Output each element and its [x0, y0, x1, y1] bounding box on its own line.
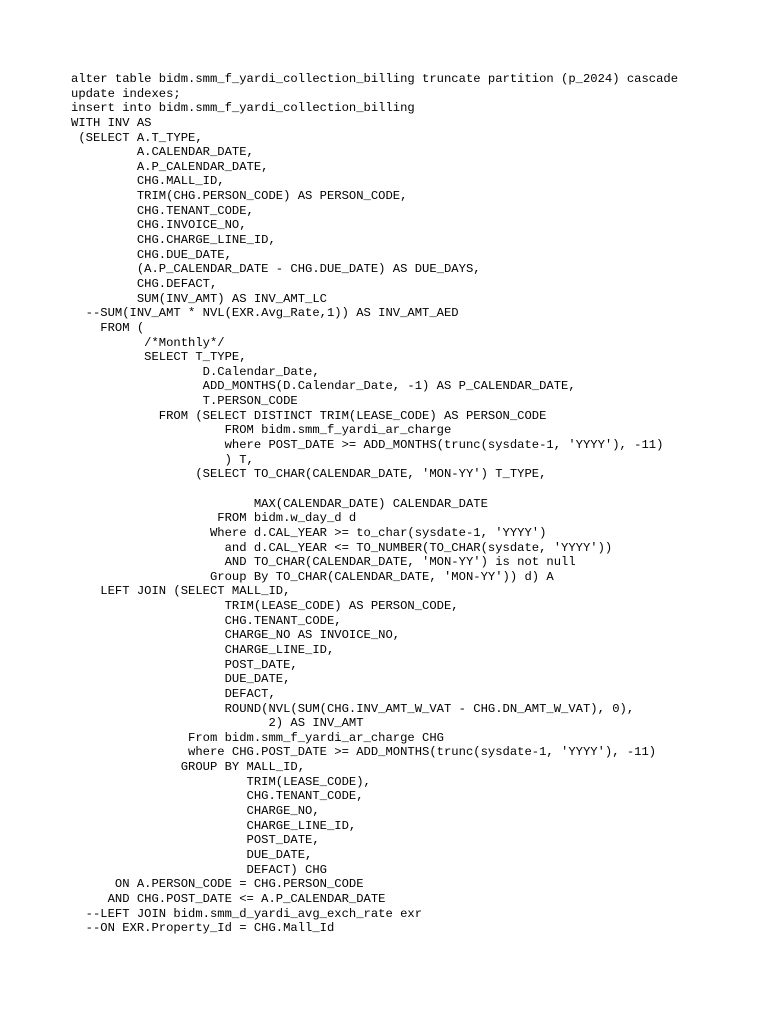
- code-line: --ON EXR.Property_Id = CHG.Mall_Id: [71, 921, 335, 936]
- code-line: MAX(CALENDAR_DATE) CALENDAR_DATE: [71, 496, 488, 511]
- code-line: Group By TO_CHAR(CALENDAR_DATE, 'MON-YY')) d) A: [71, 569, 554, 584]
- code-line: (SELECT TO_CHAR(CALENDAR_DATE, 'MON-YY') T_TYPE,: [71, 467, 547, 482]
- sql-code-block: [71, 72, 751, 936]
- code-line: A.CALENDAR_DATE,: [71, 145, 254, 160]
- code-line: GROUP BY MALL_ID,: [71, 760, 306, 775]
- code-line: FROM (: [71, 320, 145, 335]
- code-line: DEFACT) CHG: [71, 862, 327, 877]
- code-line: CHG.TENANT_CODE,: [71, 203, 254, 218]
- code-line: CHG.DEFACT,: [71, 276, 218, 291]
- code-line: SELECT T_TYPE,: [71, 350, 247, 365]
- code-line: TRIM(LEASE_CODE) AS PERSON_CODE,: [71, 599, 459, 614]
- code-line: and d.CAL_YEAR <= TO_NUMBER(TO_CHAR(sysdate, 'YYYY')): [71, 540, 613, 555]
- code-line: TRIM(LEASE_CODE),: [71, 774, 371, 789]
- code-line: FROM bidm.w_day_d d: [71, 511, 357, 526]
- code-line: CHG.TENANT_CODE,: [71, 789, 364, 804]
- code-line: AND TO_CHAR(CALENDAR_DATE, 'MON-YY') is not null: [71, 555, 576, 570]
- code-line: CHARGE_NO,: [71, 804, 320, 819]
- code-line: CHG.INVOICE_NO,: [71, 218, 247, 233]
- code-line: CHARGE_LINE_ID,: [71, 642, 335, 657]
- code-line: (SELECT A.T_TYPE,: [71, 130, 203, 145]
- code-line: ON A.PERSON_CODE = CHG.PERSON_CODE: [71, 877, 364, 892]
- code-line: FROM (SELECT DISTINCT TRIM(LEASE_CODE) AS PERSON_CODE: [71, 408, 547, 423]
- code-line: update indexes;: [71, 86, 181, 101]
- code-line: CHARGE_LINE_ID,: [71, 818, 357, 833]
- code-line: DUE_DATE,: [71, 847, 313, 862]
- code-line: POST_DATE,: [71, 833, 320, 848]
- code-line: LEFT JOIN (SELECT MALL_ID,: [71, 584, 291, 599]
- code-line: /*Monthly*/: [71, 335, 225, 350]
- code-line: 2) AS INV_AMT: [71, 716, 364, 731]
- code-line: insert into bidm.smm_f_yardi_collection_billing: [71, 101, 415, 116]
- code-line: DUE_DATE,: [71, 672, 291, 687]
- code-line: ADD_MONTHS(D.Calendar_Date, -1) AS P_CALENDAR_DATE,: [71, 379, 576, 394]
- code-line: CHG.TENANT_CODE,: [71, 613, 342, 628]
- code-line: TRIM(CHG.PERSON_CODE) AS PERSON_CODE,: [71, 189, 408, 204]
- code-line: Where d.CAL_YEAR >= to_char(sysdate-1, 'YYYY'): [71, 525, 547, 540]
- code-line: From bidm.smm_f_yardi_ar_charge CHG: [71, 730, 444, 745]
- code-line: --LEFT JOIN bidm.smm_d_yardi_avg_exch_rate exr: [71, 906, 423, 921]
- code-line: SUM(INV_AMT) AS INV_AMT_LC: [71, 291, 327, 306]
- code-line: [71, 482, 751, 497]
- code-line: where CHG.POST_DATE >= ADD_MONTHS(trunc(sysdate-1, 'YYYY'), -11): [71, 745, 657, 760]
- code-line: POST_DATE,: [71, 657, 298, 672]
- code-line: WITH INV AS: [71, 115, 152, 130]
- code-line: alter table bidm.smm_f_yardi_collection_billing truncate partition (p_2024) cascade: [71, 72, 679, 86]
- code-line: CHG.DUE_DATE,: [71, 247, 232, 262]
- code-line: T.PERSON_CODE: [71, 394, 298, 409]
- code-line: where POST_DATE >= ADD_MONTHS(trunc(sysdate-1, 'YYYY'), -11): [71, 438, 664, 453]
- code-line: AND CHG.POST_DATE <= A.P_CALENDAR_DATE: [71, 891, 386, 906]
- code-line: A.P_CALENDAR_DATE,: [71, 159, 269, 174]
- code-line: DEFACT,: [71, 686, 276, 701]
- code-line: ROUND(NVL(SUM(CHG.INV_AMT_W_VAT - CHG.DN_AMT_W_VAT), 0),: [71, 701, 635, 716]
- code-line: (A.P_CALENDAR_DATE - CHG.DUE_DATE) AS DUE_DAYS,: [71, 262, 481, 277]
- code-line: D.Calendar_Date,: [71, 364, 320, 379]
- code-line: ) T,: [71, 452, 254, 467]
- code-line: CHARGE_NO AS INVOICE_NO,: [71, 628, 401, 643]
- code-line: CHG.CHARGE_LINE_ID,: [71, 233, 276, 248]
- code-line: CHG.MALL_ID,: [71, 174, 225, 189]
- code-line: --SUM(INV_AMT * NVL(EXR.Avg_Rate,1)) AS INV_AMT_AED: [71, 306, 459, 321]
- code-line: FROM bidm.smm_f_yardi_ar_charge: [71, 423, 452, 438]
